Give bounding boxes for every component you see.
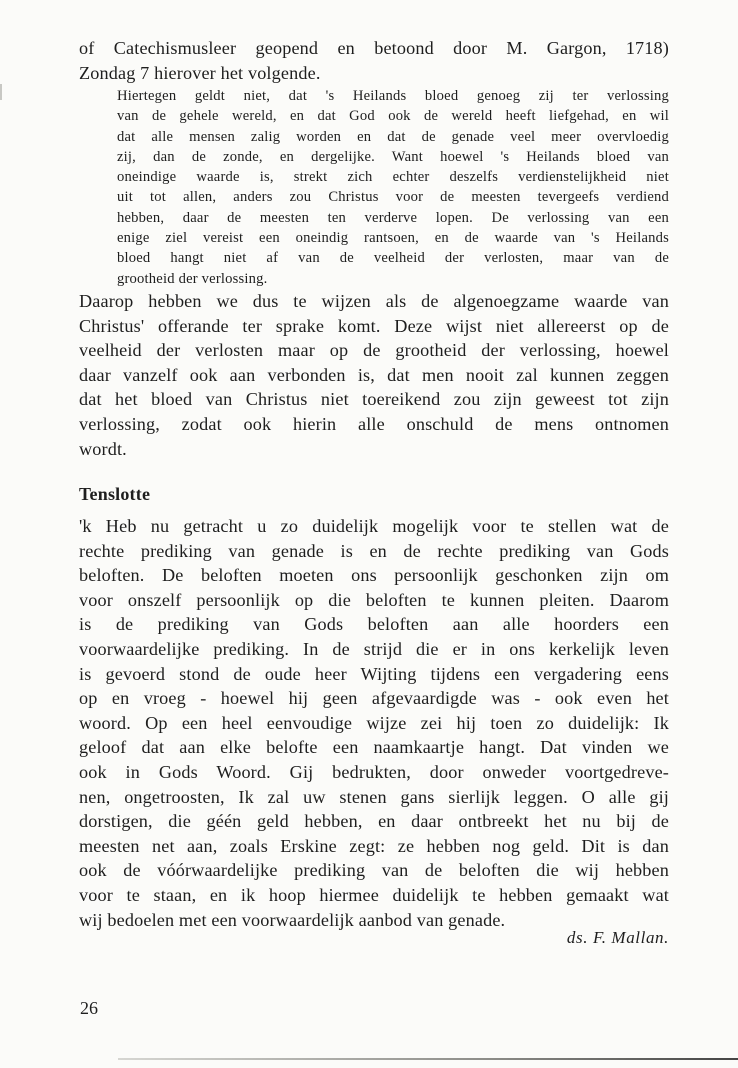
author-signature: ds. F. Mallan. <box>566 928 669 947</box>
text-line: Daarop hebben we dus te wijzen als de algenoegzame waarde van <box>79 291 669 311</box>
text-line: ook de vóórwaardelijke prediking van de beloften die wij hebben <box>79 860 669 881</box>
text-line: voor onszelf persoonlijk op die beloften te kunnen pleiten. Daarom <box>79 589 669 610</box>
quote-line: enige ziel vereist een oneindig rantsoen, en de waarde van 's Heilands <box>117 230 669 247</box>
block-quote <box>117 86 669 289</box>
text-line: voor te staan, en ik hoop hiermee duidelijk te hebben gemaakt wat <box>79 884 669 905</box>
text-line: meesten net aan, zoals Erskine zegt: ze hebben nog geld. Dit is dan <box>79 835 669 856</box>
paragraph-1 <box>79 289 669 461</box>
text-line: woord. Op een heel eenvoudige wijze zei hij toen zo duidelijk: Ik <box>79 712 669 733</box>
quote-line: van de gehele wereld, en dat God ook de wereld heeft liefgehad, en wil <box>117 108 669 125</box>
quote-line: uit tot allen, anders zou Christus voor de meesten tevergeefs verdiend <box>117 189 669 206</box>
text-line: wij bedoelen met een voorwaardelijk aanbod van genade. <box>79 909 506 930</box>
text-line: Christus' offerande ter sprake komt. Deze wijst niet allereerst op de <box>79 315 669 336</box>
text-line: wordt. <box>79 438 127 459</box>
text-line: rechte prediking van genade is en de rechte prediking van Gods <box>79 540 669 561</box>
text-line: op en vroeg - hoewel hij geen afgevaardigde was - ook even het <box>79 688 669 709</box>
intro-text <box>79 36 669 85</box>
quote-line: dat alle mensen zalig worden en dat de genade veel meer overvloedig <box>117 128 669 145</box>
text-line: ook in Gods Woord. Gij bedrukten, door onweder voortgedreve- <box>79 761 669 782</box>
section-heading: Tenslotte <box>79 484 151 504</box>
text-line: beloften. De beloften moeten ons persoonlijk geschonken zijn om <box>79 565 669 586</box>
section-body <box>79 514 669 932</box>
text-line: nen, ongetroosten, Ik zal uw stenen gans sierlijk leggen. O alle gij <box>79 786 669 807</box>
text-line: is gevoerd stond de oude heer Wijting tijdens een vergadering eens <box>79 663 669 684</box>
quote-line: oneindige waarde is, strekt zich echter deszelfs verdienstelijkheid niet <box>117 169 669 186</box>
page-number: 26 <box>80 998 98 1018</box>
quote-line: grootheid der verlossing. <box>117 270 268 287</box>
text-line: geloof dat aan elke belofte een naamkaartje hangt. Dat vinden we <box>79 737 669 758</box>
scan-mark <box>0 84 2 100</box>
text-line: voorwaardelijke prediking. In de strijd die er in ons kerkelijk leven <box>79 638 669 659</box>
text-line: verlossing, zodat ook hierin alle onschuld de mens ontnomen <box>79 413 669 434</box>
bottom-rule <box>118 1058 738 1060</box>
text-line: 'k Heb nu getracht u zo duidelijk mogelijk voor te stellen wat de <box>79 516 669 536</box>
text-line: dorstigen, die géén geld hebben, en daar ontbreekt het nu bij de <box>79 811 669 832</box>
quote-line: zij, dan de zonde, en dergelijke. Want hoewel 's Heilands bloed van <box>117 148 669 165</box>
text-line: dat het bloed van Christus niet toereikend zou zijn geweest tot zijn <box>79 389 669 410</box>
text-line: is de prediking van Gods beloften aan alle hoorders een <box>79 614 669 635</box>
quote-line: Hiertegen geldt niet, dat 's Heilands bloed genoeg zij ter verlossing <box>117 88 669 104</box>
quote-line: hebben, daar de meesten ten verderve lopen. De verlossing van een <box>117 209 669 226</box>
text-line: of Catechismusleer geopend en betoond door M. Gargon, 1718) <box>79 38 669 58</box>
text-line: daar vanzelf ook aan verbonden is, dat men nooit zal kunnen zeggen <box>79 364 669 385</box>
text-line: veelheid der verlosten maar op de grootheid der verlossing, hoewel <box>79 340 669 361</box>
quote-line: bloed hangt niet af van de veelheid der verlosten, maar van de <box>117 250 669 267</box>
text-line: Zondag 7 hierover het volgende. <box>79 62 321 83</box>
